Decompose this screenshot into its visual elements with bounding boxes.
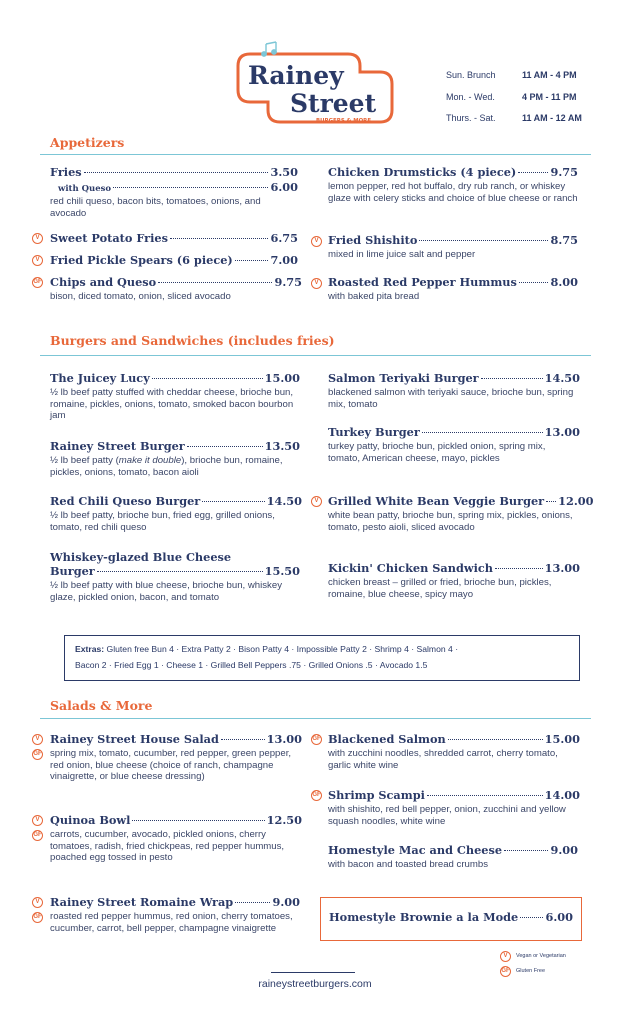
item-description: with zucchini noodles, shredded carrot, cherry tomato, garlic white wine [328,748,558,771]
item-price: 8.00 [550,275,578,289]
item-description: carrots, cucumber, avocado, pickled onions, cherry tomatoes, radish, fried chickpeas, red pepper hummus, poached egg tossed in pesto [50,829,285,864]
hours-days: Sun. Brunch [446,70,496,80]
item-description: mixed in lime juice salt and pepper [328,249,476,260]
vegetarian-badge-icon: V [311,496,322,507]
item-name: Blackened Salmon [328,732,446,746]
item-description: bison, diced tomato, onion, sliced avocado [50,291,231,302]
footer-divider [271,972,355,973]
menu-item-rainey-street-burger [50,439,300,478]
item-name: Sweet Potato Fries [50,231,168,245]
hours-row [446,70,606,84]
vegetarian-legend-icon: V [500,951,511,962]
item-description: with bacon and toasted bread crumbs [328,859,488,870]
section-title-appetizers: Appetizers [50,135,125,150]
svg-text:Street: Street [290,89,377,118]
item-price: 15.50 [264,564,300,578]
vegetarian-badge-icon: V [32,734,43,745]
section-title-burgers: Burgers and Sandwiches (includes fries) [50,333,335,348]
menu-item-romaine-wrap [50,895,300,934]
item-price: 14.00 [544,788,580,802]
item-sub-name: with Queso [58,184,112,194]
extras-label: Extras: [75,644,105,654]
section-divider [40,718,591,719]
menu-item-mac-and-cheese [328,843,578,871]
item-price: 8.75 [550,233,578,247]
item-name: Burger [50,564,95,578]
gluten-free-badge-icon: GF [311,790,322,801]
item-description: ½ lb beef patty stuffed with cheddar cheese, brioche bun, romaine, pickles, onions, tomato, smoked bacon bourbon jam [50,387,294,422]
menu-item-shrimp-scampi [328,788,580,827]
item-price: 15.00 [264,371,300,385]
item-price: 9.75 [550,165,578,179]
gluten-free-badge-icon: GF [32,830,43,841]
vegetarian-badge-icon: V [32,255,43,266]
item-name: Chips and Queso [50,275,157,289]
item-price: 12.00 [558,494,594,508]
item-name: Fries [50,165,82,179]
item-description: chicken breast – grilled or fried, brioche bun, pickles, romaine, blue cheese, spicy mayo [328,577,552,600]
hours-time: 11 AM - 12 AM [522,113,582,123]
menu-item-fries [50,165,298,219]
item-price: 13.00 [266,732,302,746]
svg-text:Rainey: Rainey [248,61,344,90]
rainey-street-logo [228,40,398,130]
item-price: 14.50 [266,494,302,508]
menu-item-chicken-drumsticks [328,165,578,204]
item-description: ½ lb beef patty with blue cheese, brioche bun, whiskey glaze, pickled onion, bacon, and tomato [50,580,282,603]
item-name: Roasted Red Pepper Hummus [328,275,517,289]
item-name: Rainey Street Romaine Wrap [50,895,234,909]
menu-item-kickin-chicken-sandwich [328,561,580,600]
item-description: spring mix, tomato, cucumber, red pepper, green pepper, red onion, blue cheese (choice of ranch, champagne vinaigrette, or blue cheese dressing) [50,748,292,783]
item-description: turkey patty, brioche bun, pickled onion, spring mix, tomato, American cheese, mayo, pickles [328,441,546,464]
item-name: Rainey Street Burger [50,439,185,453]
item-name: Salmon Teriyaki Burger [328,371,479,385]
item-description: lemon pepper, red hot buffalo, dry rub ranch, or whiskey glaze with celery sticks and choice of blue cheese or ranch [328,181,578,204]
item-name: The Juicey Lucy [50,371,150,385]
item-name: Quinoa Bowl [50,813,131,827]
item-name: Red Chili Queso Burger [50,494,201,508]
item-name: Whiskey-glazed Blue Cheese [50,550,232,564]
menu-item-turkey-burger [328,425,580,464]
menu-item-house-salad [50,732,302,783]
item-name: Fried Pickle Spears (6 piece) [50,253,233,267]
item-price: 15.00 [544,732,580,746]
item-price: 6.00 [545,910,573,924]
item-price: 7.00 [270,253,298,267]
menu-item-fried-pickle-spears [50,253,298,267]
menu-item-juicey-lucy [50,371,300,422]
menu-item-red-chili-queso-burger [50,494,302,533]
menu-item-grilled-white-bean-veggie-burger [328,494,594,533]
item-description: red chili queso, bacon bits, tomatoes, onions, and avocado [50,196,261,219]
menu-item-sweet-potato-fries [50,231,298,245]
item-price: 13.00 [544,425,580,439]
vegetarian-badge-icon: V [32,897,43,908]
hours-block [446,70,606,130]
item-description: with shishito, red bell pepper, onion, zucchini and yellow squash noodles, white wine [328,804,566,827]
item-price: 13.00 [544,561,580,575]
hours-time: 11 AM - 4 PM [522,70,577,80]
gluten-free-badge-icon: GF [32,912,43,923]
item-name: Shrimp Scampi [328,788,425,802]
item-price: 9.75 [274,275,302,289]
item-name: Fried Shishito [328,233,418,247]
hours-row [446,113,606,127]
item-price: 12.50 [266,813,302,827]
item-name: Turkey Burger [328,425,420,439]
hours-time: 4 PM - 11 PM [522,92,577,102]
section-divider [40,355,591,356]
item-description: ½ lb beef patty (make it double), brioche bun, romaine, pickles, onions, tomato, bacon aioli [50,455,283,478]
item-description: blackened salmon with teriyaki sauce, brioche bun, spring mix, tomato [328,387,574,410]
item-name: Chicken Drumsticks (4 piece) [328,165,517,179]
extras-line: Gluten free Bun 4 · Extra Patty 2 · Bison Patty 4 · Impossible Patty 2 · Shrimp 4 · Salmon 4 · [104,644,459,654]
item-price: 3.50 [270,165,298,179]
hours-row [446,92,606,106]
menu-item-whiskey-glazed-blue-cheese-burger [50,550,300,603]
menu-item-brownie-box [320,897,582,941]
vegetarian-badge-icon: V [311,278,322,289]
menu-item-salmon-teriyaki-burger [328,371,580,410]
item-description: roasted red pepper hummus, red onion, cherry tomatoes, cucumber, carrot, bell pepper, champagne vinaigrette [50,911,293,934]
menu-item-blackened-salmon [328,732,580,771]
gluten-free-badge-icon: GF [32,277,43,288]
item-description: with baked pita bread [328,291,420,302]
item-name: Kickin' Chicken Sandwich [328,561,493,575]
menu-item-roasted-red-pepper-hummus [328,275,578,303]
hours-days: Mon. - Wed. [446,92,495,102]
svg-text:BURGERS & MORE: BURGERS & MORE [316,118,372,124]
legend-vegetarian-label: Vegan or Vegetarian [516,953,566,959]
extras-box [64,635,580,681]
menu-item-quinoa-bowl [50,813,302,864]
item-price: 14.50 [544,371,580,385]
item-price: 9.00 [272,895,300,909]
gluten-free-badge-icon: GF [311,734,322,745]
vegetarian-badge-icon: V [32,815,43,826]
item-description: ½ lb beef patty, brioche bun, fried egg, grilled onions, tomato, red chili queso [50,510,275,533]
item-name: Grilled White Bean Veggie Burger [328,494,545,508]
item-name: Homestyle Brownie a la Mode [329,910,519,924]
footer-website-link[interactable]: raineystreetburgers.com [258,978,372,990]
hours-days: Thurs. - Sat. [446,113,496,123]
gluten-free-badge-icon: GF [32,749,43,760]
vegetarian-badge-icon: V [32,233,43,244]
gluten-free-legend-icon: GF [500,966,511,977]
vegetarian-badge-icon: V [311,236,322,247]
extras-line: Bacon 2 · Fried Egg 1 · Cheese 1 · Grilled Bell Peppers .75 · Grilled Onions .5 · Avocado 1.5 [75,660,428,670]
menu-item-chips-and-queso [50,275,302,303]
item-sub-price: 6.00 [270,180,298,194]
section-divider [40,154,591,155]
item-price: 9.00 [550,843,578,857]
item-price: 13.50 [264,439,300,453]
section-title-salads: Salads & More [50,698,153,713]
item-name: Homestyle Mac and Cheese [328,843,503,857]
item-description: white bean patty, brioche bun, spring mix, pickles, onions, tomato, pesto aioli, sliced avocado [328,510,573,533]
item-name: Rainey Street House Salad [50,732,219,746]
legend-gluten-free-label: Gluten Free [516,968,546,974]
item-price: 6.75 [270,231,298,245]
menu-item-fried-shishito [328,233,578,261]
